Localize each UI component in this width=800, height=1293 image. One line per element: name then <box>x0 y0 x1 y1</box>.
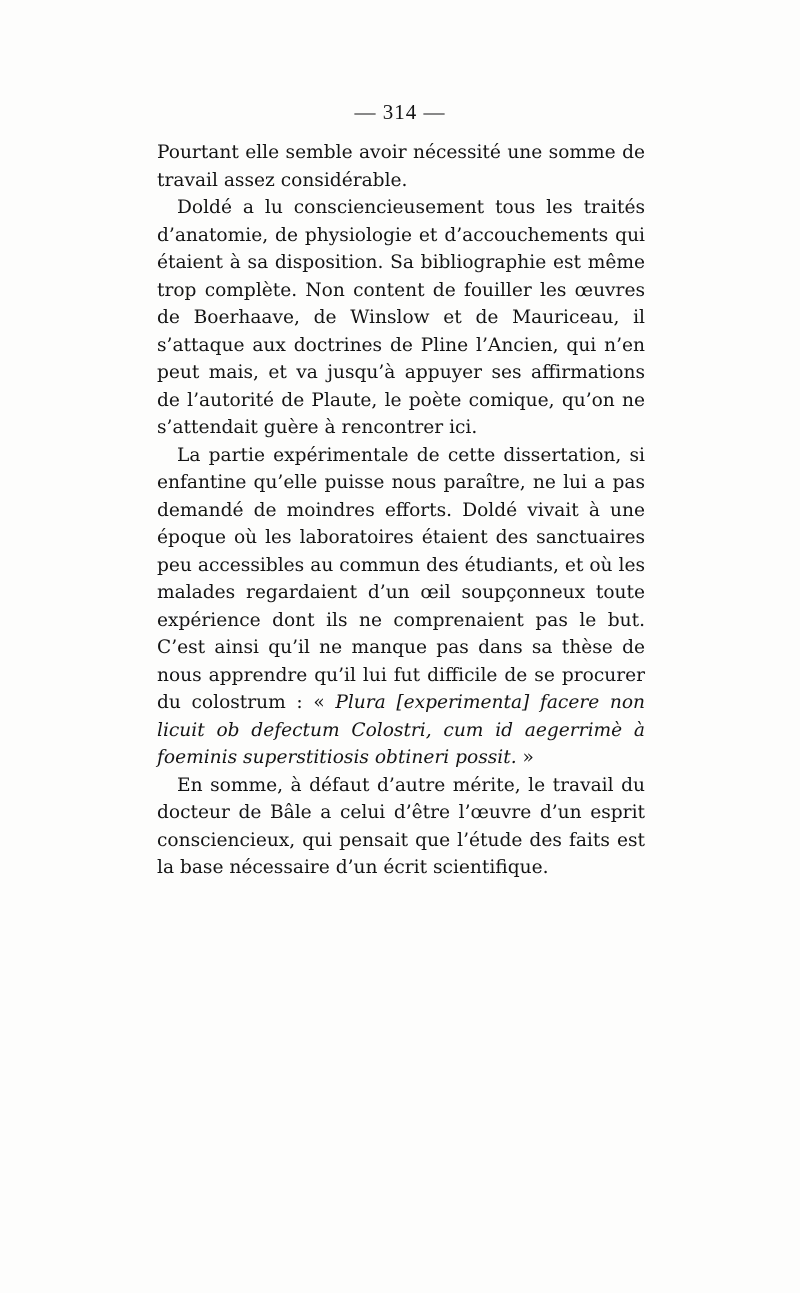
body-text <box>157 139 645 882</box>
page-number: — 314 — <box>354 100 446 124</box>
paragraph-2: Doldé a lu consciencieusement tous les traités d’anatomie, de physiologie et d’accouchements qui étaient à sa disposition. Sa bibliographie est même trop complète. Non content de fouiller les œuvres de Boerhaave, de Winslow et de Mauriceau, il s’attaque aux doctrines de Pline l’Ancien, qui n’en peut mais, et va jusqu’à appuyer ses affirmations de l’autorité de Plaute, le poète comique, qu’on ne s’attendait guère à rencontrer ici. <box>157 197 645 438</box>
paragraph-4: En somme, à défaut d’autre mérite, le travail du docteur de Bâle a celui d’être l’œuvre d’un esprit consciencieux, qui pensait que l’étude des faits est la base nécessaire d’un écrit scientifique. <box>157 774 645 878</box>
paragraph-1: Pourtant elle semble avoir nécessité une somme de travail assez considérable. <box>157 142 645 191</box>
closing-guillemet: » <box>516 747 534 768</box>
latin-quotation: Plura [experimenta] facere non licuit ob defectum Colostri, cum id aegerrimè à foeminis superstitiosis obtineri possit. <box>157 692 645 768</box>
paragraph-3 <box>157 442 645 772</box>
paragraph-3-text: La partie expérimentale de cette dissertation, si enfantine qu’elle puisse nous paraître, ne lui a pas demandé de moindres efforts. Doldé vivait à une époque où les laboratoires étaient des sanctuaires peu accessibles au commun des étudiants, et où les malades regardaient d’un œil soupçonneux toute expérience dont ils ne comprenaient pas le but. C’est ainsi qu’il ne manque pas dans sa thèse de nous apprendre qu’il lui fut difficile de se procurer du colostrum : « <box>157 444 645 713</box>
